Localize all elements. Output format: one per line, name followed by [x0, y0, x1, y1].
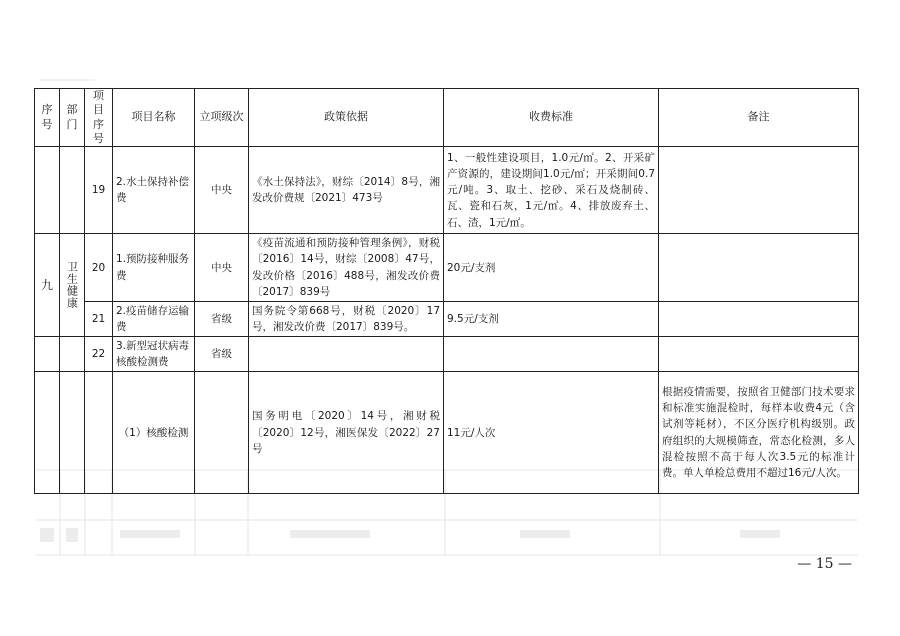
header-item-name: 项目名称: [113, 89, 195, 147]
fee-table: [34, 88, 859, 494]
header-policy: 政策依据: [249, 89, 444, 147]
cell-standard: 20元/支剂: [444, 234, 659, 302]
header-remark: 备注: [659, 89, 859, 147]
cell-dept: [60, 147, 85, 234]
cell-remark: 根据疫情需要，按照省卫健部门技术要求和标准实施混检时，每样本收费4元（含试剂等耗材），不区分医疗机构级别。政府组织的大规模筛查，常态化检测，多人混检按照不高于每人次3.5元的标准计费。单人单检总费用不超过16元/人次。: [659, 372, 859, 494]
cell-level: 省级: [195, 337, 249, 372]
table-header-row: [35, 89, 859, 147]
cell-seq: [35, 337, 60, 372]
dept-label: 卫生健康: [65, 261, 79, 310]
cell-standard: 1、一般性建设项目，1.0元/㎡。2、开采矿产资源的，建设期间1.0元/㎡；开采期间0.7元/吨。3、取土、挖砂、采石及烧制砖、瓦、瓷和石灰，1元/㎡。4、排放废弃土、石、渣，1元/㎡。: [444, 147, 659, 234]
cell-level: 中央: [195, 147, 249, 234]
cell-policy: 国务院令第668号，财税〔2020〕17号，湘发改价费〔2017〕839号。: [249, 302, 444, 337]
page-number: — 15 —: [797, 556, 852, 572]
table-row: [35, 147, 859, 234]
cell-level: [195, 372, 249, 494]
cell-dept: [60, 372, 85, 494]
table-row: [35, 337, 859, 372]
cell-seq-merged: 九: [35, 234, 60, 337]
table-row: [35, 372, 859, 494]
cell-item-seq: [85, 372, 113, 494]
cell-remark: [659, 234, 859, 302]
cell-seq: [35, 372, 60, 494]
table-row: [35, 302, 859, 337]
cell-item-seq: 21: [85, 302, 113, 337]
cell-item-seq: 20: [85, 234, 113, 302]
cell-item-seq: 22: [85, 337, 113, 372]
cell-standard: [444, 337, 659, 372]
header-item-seq: 项目序号: [85, 89, 113, 147]
cell-item-name: 1.预防接种服务费: [113, 234, 195, 302]
cell-dept-merged: [60, 234, 85, 337]
cell-remark: [659, 302, 859, 337]
header-standard: 收费标准: [444, 89, 659, 147]
header-level: 立项级次: [195, 89, 249, 147]
header-dept: 部门: [60, 89, 85, 147]
cell-standard: 9.5元/支剂: [444, 302, 659, 337]
cell-item-name: 2.水土保持补偿费: [113, 147, 195, 234]
cell-policy: 《水土保持法》，财综〔2014〕8号，湘发改价费规〔2021〕473号: [249, 147, 444, 234]
cell-dept: [60, 337, 85, 372]
cell-policy: [249, 337, 444, 372]
header-seq: 序号: [35, 89, 60, 147]
table-row: [35, 234, 859, 302]
cell-standard: 11元/人次: [444, 372, 659, 494]
cell-level: 中央: [195, 234, 249, 302]
cell-remark: [659, 147, 859, 234]
cell-remark: [659, 337, 859, 372]
cell-policy: 《疫苗流通和预防接种管理条例》，财税〔2016〕14号，财综〔2008〕47号，发改价格〔2016〕488号，湘发改价费〔2017〕839号: [249, 234, 444, 302]
cell-level: 省级: [195, 302, 249, 337]
cell-policy: 国务明电〔2020〕14号，湘财税〔2020〕12号，湘医保发〔2022〕27号: [249, 372, 444, 494]
cell-item-name: 2.疫苗储存运输费: [113, 302, 195, 337]
cell-item-seq: 19: [85, 147, 113, 234]
cell-item-name: 3.新型冠状病毒核酸检测费: [113, 337, 195, 372]
cell-seq: [35, 147, 60, 234]
cell-item-name: （1）核酸检测: [113, 372, 195, 494]
